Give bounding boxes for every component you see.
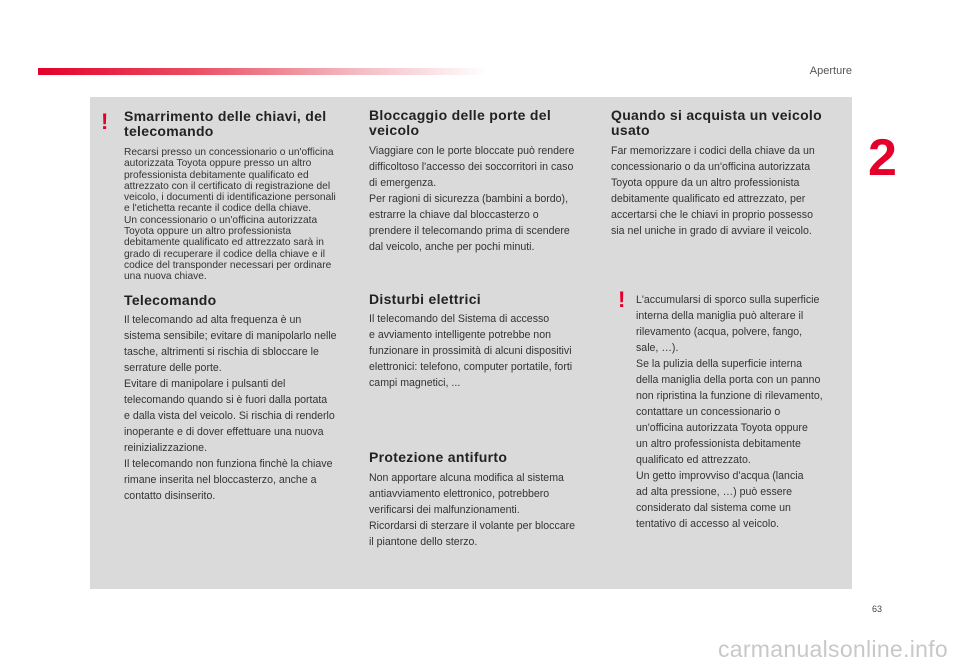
section-keys-lost [124,109,356,283]
section-title-door-locking: Bloccaggio delle porte del veicolo [369,107,552,138]
section-body-electrical-interference: Il telecomando del Sistema di accesso e avviamento intelligente potrebbe non funzionare in prossimità di alcuni dispositivi elettronici: telefono, computer portatile, forti campi magnetici, ... [369,313,573,389]
section-remote [124,293,356,504]
section-body-door-locking: Viaggiare con le porte bloccate può rendere difficoltoso l'accesso dei soccorritori in caso di emergenza. Per ragioni di sicurezza (bambini a bordo), estrarre la chiave dal bloccasterzo o prendere il telecomando prima di scendere dal veicolo, anche per pochi minuti. [369,145,575,253]
warning-icon: ! [618,287,626,312]
page-number: 63 [872,604,883,614]
section-dirt-warning [636,292,848,532]
section-anti-theft [369,450,599,550]
section-title-remote: Telecomando [124,292,217,308]
section-body-remote: Il telecomando ad alta frequenza è un sistema sensibile; evitare di manipolarlo nelle tasche, altrimenti si rischia di sbloccare le serrature delle porte. Evitare di manipolare i pulsanti del telecomando quando si è fuori dalla portata e dalla vista del veicolo. Si rischia di renderlo inoperante e di dover effettuare una nuova reinizializzazione. Il telecomando non funziona finchè la chiave rimane inserita nel bloccasterzo, anche a contatto disinserito. [124,314,337,502]
section-title-used-vehicle: Quando si acquista un veicolo usato [611,107,822,138]
section-used-vehicle [611,108,841,239]
section-title: Aperture [809,65,852,77]
section-electrical-interference [369,292,599,391]
section-body-keys-lost: Recarsi presso un concessionario o un'officina autorizzata Toyota oppure presso un altro professionista debitamente qualificato ed attrezzato con il certificato di registrazione del veicolo, i documenti di identificazione personali e l'etichetta recante il codice della chiave. Un concessionario o un'officina autorizzata Toyota oppure un altro professionista debitamente qualificato ed attrezzato sarà in grado di recuperare il codice della chiave e il codice del transponder necessari per ordinare una nuova chiave. [124,147,336,283]
section-title-anti-theft: Protezione antifurto [369,449,508,465]
warning-icon: ! [101,109,109,134]
section-door-locking [369,108,599,255]
header-accent-bar [38,68,488,75]
section-title-keys-lost: Smarrimento delle chiavi, del telecomando [124,108,327,139]
section-title-electrical-interference: Disturbi elettrici [369,291,481,307]
section-body-dirt-warning: L'accumularsi di sporco sulla superficie interna della maniglia può alterare il rilevamento (acqua, polvere, fango, sale, …). Se la pulizia della superficie interna della maniglia della porta con un panno non ripristina la funzione di rilevamento, contattare un concessionario o un'officina autorizzata Toyota oppure un altro professionista debitamente qualificato ed attrezzato. Un getto improvviso d'acqua (lancia ad alta pressione, …) può essere considerato dal sistema come un tentativo di accesso al veicolo. [636,294,823,530]
section-body-used-vehicle: Far memorizzare i codici della chiave da un concessionario o da un'officina autorizzata Toyota oppure da un altro professionista debitamente qualificato ed attrezzato, per accertarsi che le chiavi in proprio possesso sia nel uniche in grado di avviare il veicolo. [611,145,815,237]
chapter-number: 2 [868,129,897,187]
section-body-anti-theft: Non apportare alcuna modifica al sistema antiavviamento elettronico, potrebbero verificarsi dei malfunzionamenti. Ricordarsi di sterzare il volante per bloccare il piantone dello sterzo. [369,472,576,548]
watermark: carmanualsonline.info [717,636,948,662]
